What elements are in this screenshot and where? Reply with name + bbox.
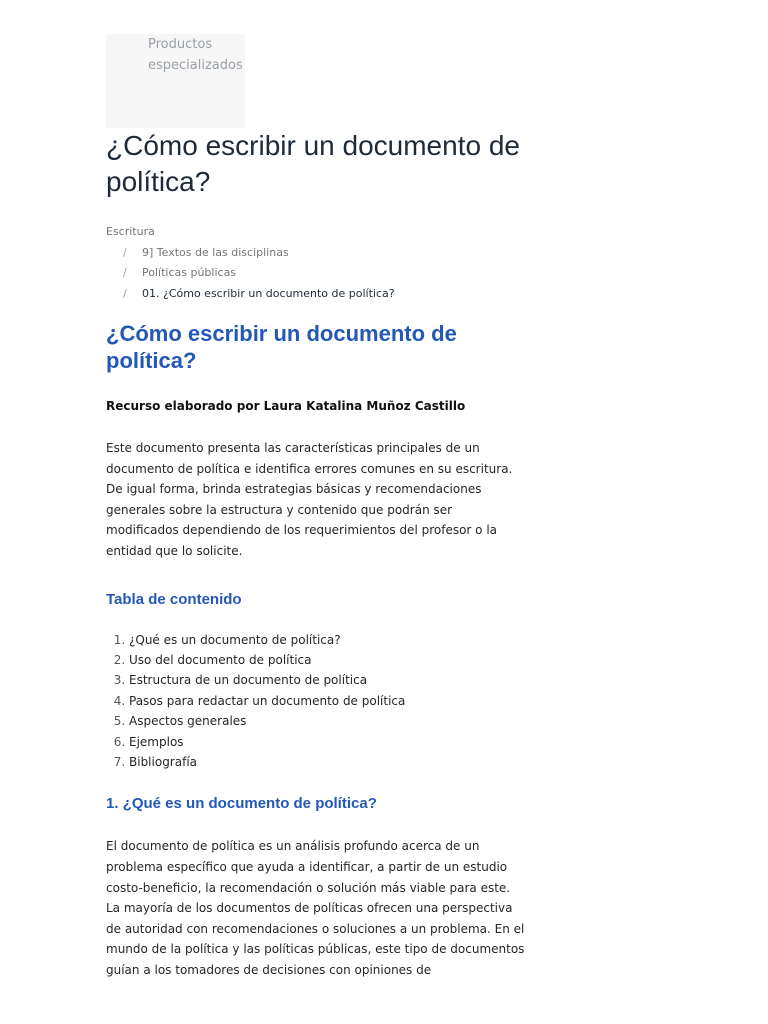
toc-link-aspectos[interactable]: Aspectos generales — [129, 714, 247, 729]
breadcrumb-separator: / — [123, 286, 127, 300]
toc-link-bibliografia[interactable]: Bibliografía — [129, 755, 198, 769]
breadcrumb-item-politicas-publicas[interactable]: Políticas públicas — [142, 266, 237, 279]
nav-link-line-2: especializados — [148, 58, 243, 73]
breadcrumb-row-politicas — [106, 263, 546, 284]
breadcrumb-item-textos-disciplinas[interactable]: 9] Textos de las disciplinas — [142, 245, 289, 259]
breadcrumb — [106, 222, 546, 304]
nav-link-line-1: Productos — [148, 37, 213, 52]
toc-item — [129, 691, 526, 711]
toc-item — [129, 711, 526, 731]
toc-item — [129, 630, 526, 650]
intro-paragraph: Este documento presenta las características principales de un documento de política e identifica errores comunes en su escritura. De igual forma, brinda estrategias básicas y recomendaciones generales sobre la estructura y contenido que podrán ser modificados dependiendo de los requerimientos del profesor o la entidad que lo solicite. — [106, 441, 513, 558]
breadcrumb-row-disciplinas — [106, 243, 546, 264]
author-credit: Recurso elaborado por Laura Katalina Muñoz Castillo — [106, 399, 466, 413]
breadcrumb-separator: / — [123, 266, 127, 279]
article-heading: ¿Cómo escribir un documento de política? — [106, 321, 457, 373]
toc-item — [129, 752, 526, 772]
toc-link-ejemplos[interactable]: Ejemplos — [129, 734, 184, 749]
toc-link-estructura[interactable]: Estructura de un documento de política — [129, 673, 368, 688]
breadcrumb-item-current: 01. ¿Cómo escribir un documento de política? — [142, 286, 395, 300]
toc-heading: Tabla de contenido — [106, 590, 242, 608]
section-1-heading: 1. ¿Qué es un documento de política? — [106, 795, 377, 813]
toc-link-que-es[interactable]: ¿Qué es un documento de política? — [129, 632, 341, 647]
breadcrumb-item-escritura[interactable]: Escritura — [106, 225, 155, 238]
nav-card — [106, 34, 245, 128]
page-title: ¿Cómo escribir un documento de política? — [106, 130, 520, 197]
breadcrumb-row-current — [106, 284, 546, 305]
article-content — [106, 320, 526, 981]
toc-link-uso[interactable]: Uso del documento de política — [129, 652, 312, 667]
section-1-paragraph: El documento de política es un análisis profundo acerca de un problema específico que ayuda a identificar, a partir de un estudio costo-beneficio, la recomendación o solución más viable para este. La mayoría de los documentos de políticas ofrecen una perspectiva de autoridad con recomendaciones o soluciones a un problema. En el mundo de la política y las políticas públicas, este tipo de documentos guían a los tomadores de decisiones con opiniones de — [106, 839, 525, 977]
toc-item — [129, 650, 526, 670]
toc-item — [129, 732, 526, 752]
nav-link-productos-especializados[interactable] — [148, 34, 248, 76]
toc-link-pasos[interactable]: Pasos para redactar un documento de política — [129, 693, 406, 708]
breadcrumb-separator: / — [123, 245, 127, 259]
toc-list — [106, 630, 526, 773]
toc-item — [129, 670, 526, 690]
